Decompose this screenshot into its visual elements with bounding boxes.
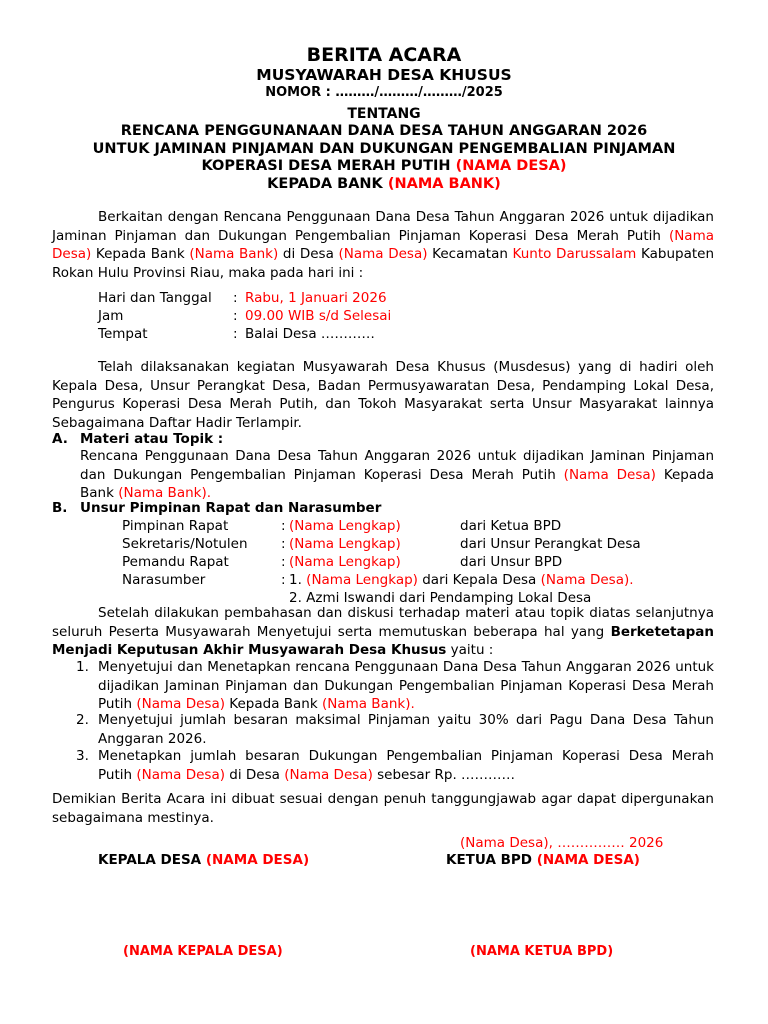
discussion-paragraph bbox=[52, 604, 714, 660]
section-a-body bbox=[80, 447, 714, 503]
role-colon-sekretaris: : bbox=[281, 536, 286, 552]
decision-3-text-1: Menetapkan jumlah besaran Dukungan Pengembalian Pinjaman Koperasi Desa Merah Putih bbox=[98, 748, 714, 783]
closing-paragraph: Demikian Berita Acara ini dibuat sesuai dengan penuh tanggungjawab agar dapat dipergunakan sebagaimana mestinya. bbox=[52, 791, 714, 826]
narasumber-1-number: 1. bbox=[289, 572, 307, 588]
section-a-text-2: Kepada Bank bbox=[80, 466, 714, 501]
role-label-pemandu: Pemandu Rapat bbox=[122, 554, 229, 570]
document-heading bbox=[0, 123, 768, 193]
schedule-time-value: 09.00 WIB s/d Selesai bbox=[245, 308, 392, 324]
intro-red-4: Kunto Darussalam bbox=[512, 246, 637, 262]
intro-text-3: di Desa bbox=[278, 246, 339, 262]
discussion-bold: Berketetapan Menjadi Keputusan Akhir Musyawarah Desa Khusus bbox=[52, 623, 714, 658]
document-title: BERITA ACARA bbox=[306, 44, 462, 66]
role-colon-narasumber: : bbox=[281, 572, 286, 588]
document-subtitle: MUSYAWARAH DESA KHUSUS bbox=[256, 66, 512, 84]
signature-left-name: (NAMA KEPALA DESA) bbox=[123, 944, 283, 959]
intro-text-5: Kabupaten Rokan Hulu Provinsi Riau, maka pada hari ini : bbox=[52, 246, 715, 281]
tentang-label: TENTANG bbox=[347, 106, 421, 122]
intro-paragraph bbox=[52, 208, 714, 282]
intro-red-2: (Nama Bank) bbox=[189, 246, 279, 262]
decision-3-red-2: (Nama Desa) bbox=[284, 766, 373, 783]
schedule-place-label: Tempat bbox=[98, 326, 148, 342]
decision-1 bbox=[98, 658, 714, 714]
narasumber-1-desa: (Nama Desa). bbox=[540, 572, 634, 588]
section-a-marker: A. bbox=[52, 431, 68, 447]
document-number: NOMOR : ………/………/………/2025 bbox=[265, 85, 503, 100]
section-b-marker: B. bbox=[52, 500, 68, 516]
schedule-day-colon: : bbox=[233, 290, 238, 306]
decision-3-number: 3. bbox=[76, 748, 89, 764]
decision-3-text-2: di Desa bbox=[225, 766, 285, 783]
role-label-narasumber: Narasumber bbox=[122, 572, 206, 588]
role-colon-pemandu: : bbox=[281, 554, 286, 570]
signature-right-title bbox=[446, 852, 640, 868]
signature-left-title bbox=[98, 852, 309, 868]
section-a-title: Materi atau Topik : bbox=[80, 431, 224, 447]
decision-3 bbox=[98, 747, 714, 784]
section-b-title: Unsur Pimpinan Rapat dan Narasumber bbox=[80, 500, 382, 516]
role-value-pimpinan: (Nama Lengkap) bbox=[289, 518, 401, 534]
signature-right-desa: (NAMA DESA) bbox=[536, 852, 640, 868]
schedule-place-value: Balai Desa ………… bbox=[245, 326, 375, 342]
decision-1-red-2: (Nama Bank). bbox=[321, 696, 415, 712]
role-value-pemandu: (Nama Lengkap) bbox=[289, 554, 401, 570]
heading-line-1: RENCANA PENGGUNANAAN DANA DESA TAHUN ANGGARAN 2026 bbox=[120, 123, 648, 139]
schedule-place-colon: : bbox=[233, 326, 238, 342]
intro-red-3: (Nama Desa) bbox=[338, 246, 428, 262]
narasumber-1 bbox=[289, 571, 634, 589]
schedule-time-colon: : bbox=[233, 308, 238, 324]
decision-3-text-3: sebesar Rp. ………… bbox=[372, 766, 516, 783]
decision-3-red-1: (Nama Desa) bbox=[136, 766, 225, 783]
section-a-red-2: (Nama Bank). bbox=[118, 485, 212, 501]
intro-text-4: Kecamatan bbox=[427, 246, 513, 262]
heading-line-2: UNTUK JAMINAN PINJAMAN DAN DUKUNGAN PENGEMBALIAN PINJAMAN bbox=[92, 140, 676, 157]
role-origin-pimpinan: dari Ketua BPD bbox=[460, 518, 562, 534]
place-date: (Nama Desa), …………… 2026 bbox=[460, 835, 664, 851]
role-origin-pemandu: dari Unsur BPD bbox=[460, 554, 563, 570]
signature-right-name: (NAMA KETUA BPD) bbox=[470, 944, 614, 959]
narasumber-2: 2. Azmi Iswandi dari Pendamping Lokal Desa bbox=[289, 590, 592, 606]
signature-right-role: KETUA BPD bbox=[446, 852, 537, 868]
heading-line-3-red: (NAMA DESA) bbox=[455, 158, 567, 174]
discussion-text-1: Setelah dilakukan pembahasan dan diskusi terhadap materi atau topik diatas selanjutnya seluruh Peserta Musyawarah Menyetujui serta memutuskan beberapa hal yang bbox=[52, 605, 714, 640]
heading-line-4 bbox=[0, 176, 768, 194]
executed-paragraph: Telah dilaksanakan kegiatan Musyawarah Desa Khusus (Musdesus) yang di hadiri oleh Kepala Desa, Unsur Perangkat Desa, Badan Permusyawaratan Desa, Pendamping Lokal Desa, Pengurus Koperasi Desa Merah Putih, dan Tokoh Masyarakat serta Unsur Masyarakat lainnya Sebagaimana Daftar Hadir Terlampir. bbox=[52, 359, 714, 431]
decision-2-number: 2. bbox=[76, 712, 89, 728]
role-label-sekretaris: Sekretaris/Notulen bbox=[122, 536, 248, 552]
schedule-day-value: Rabu, 1 Januari 2026 bbox=[245, 290, 387, 306]
decision-1-text-1: Menyetujui dan Menetapkan rencana Penggunaan Dana Desa Tahun Anggaran 2026 untuk dijadikan Jaminan Pinjaman dan Dukungan Pengembalian Pinjaman Koperasi Desa Merah Putih bbox=[98, 659, 714, 712]
role-label-pimpinan: Pimpinan Rapat bbox=[122, 518, 229, 534]
intro-text-1: Berkaitan dengan Rencana Penggunaan Dana Desa Tahun Anggaran 2026 untuk dijadikan Jaminan Pinjaman dan Dukungan Pengembalian Pinjaman Koperasi Desa Merah Putih bbox=[52, 209, 714, 244]
heading-line-3 bbox=[0, 158, 768, 176]
signature-left-desa: (NAMA DESA) bbox=[205, 852, 310, 868]
section-a-text-1: Rencana Penggunaan Dana Desa Tahun Anggaran 2026 untuk dijadikan Jaminan Pinjaman dan Dukungan Pengembalian Pinjaman Koperasi Desa Merah Putih bbox=[80, 448, 714, 483]
intro-red-1: (Nama Desa) bbox=[52, 227, 714, 262]
signature-left-role: KEPALA DESA bbox=[98, 852, 206, 868]
discussion-text-2: yaitu : bbox=[446, 642, 494, 658]
decision-1-text-2: Kepada Bank bbox=[225, 696, 322, 712]
role-value-sekretaris: (Nama Lengkap) bbox=[289, 536, 401, 552]
intro-text-2: Kepada Bank bbox=[91, 246, 190, 262]
role-origin-sekretaris: dari Unsur Perangkat Desa bbox=[460, 536, 641, 552]
narasumber-1-origin: dari Kepala Desa bbox=[417, 572, 541, 588]
section-a-red-1: (Nama Desa) bbox=[563, 466, 656, 483]
role-colon-pimpinan: : bbox=[281, 518, 286, 534]
heading-line-3-text: KOPERASI DESA MERAH PUTIH bbox=[201, 158, 456, 174]
decision-1-red-1: (Nama Desa) bbox=[136, 696, 225, 712]
decision-1-number: 1. bbox=[76, 659, 89, 675]
narasumber-1-name: (Nama Lengkap) bbox=[306, 572, 418, 588]
schedule-day-label: Hari dan Tanggal bbox=[98, 290, 212, 306]
heading-line-4-text: KEPADA BANK bbox=[267, 175, 388, 192]
schedule-time-label: Jam bbox=[98, 308, 124, 324]
heading-line-4-red: (NAMA BANK) bbox=[387, 175, 501, 192]
decision-2: Menyetujui jumlah besaran maksimal Pinjaman yaitu 30% dari Pagu Dana Desa Tahun Anggaran 2026. bbox=[98, 712, 714, 747]
